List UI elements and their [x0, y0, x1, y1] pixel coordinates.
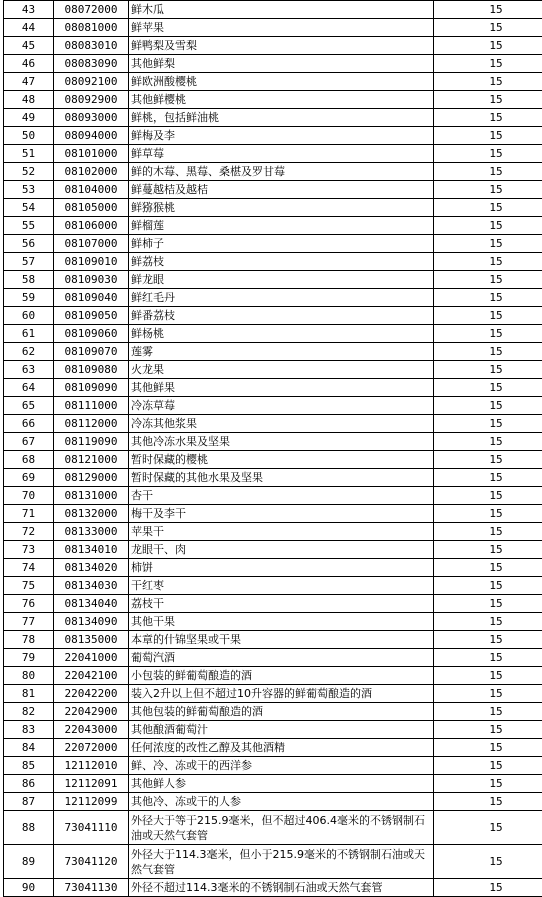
hs-code-cell: 08101000 — [54, 145, 129, 163]
tariff-rate-cell: 15 — [434, 37, 542, 55]
table-row — [4, 307, 542, 325]
table-row — [4, 505, 542, 523]
hs-code-cell: 08134010 — [54, 541, 129, 559]
table-row — [4, 289, 542, 307]
tariff-rate-cell: 15 — [434, 307, 542, 325]
product-name-cell: 装入2升以上但不超过10升容器的鲜葡萄酿造的酒 — [129, 685, 434, 703]
hs-code-cell: 08109030 — [54, 271, 129, 289]
tariff-rate-cell: 15 — [434, 181, 542, 199]
hs-code-cell: 08092900 — [54, 91, 129, 109]
tariff-rate-cell: 15 — [434, 811, 542, 845]
product-name-cell: 鲜、冷、冻或干的西洋参 — [129, 757, 434, 775]
table-row — [4, 793, 542, 811]
hs-code-cell: 73041130 — [54, 879, 129, 897]
hs-code-cell: 08134030 — [54, 577, 129, 595]
product-name-cell: 莲雾 — [129, 343, 434, 361]
tariff-rate-cell: 15 — [434, 685, 542, 703]
hs-code-cell: 08135000 — [54, 631, 129, 649]
row-index-cell: 86 — [4, 775, 54, 793]
table-row — [4, 613, 542, 631]
product-name-cell: 暂时保藏的樱桃 — [129, 451, 434, 469]
product-name-cell: 龙眼干、肉 — [129, 541, 434, 559]
row-index-cell: 43 — [4, 1, 54, 19]
tariff-rate-cell: 15 — [434, 19, 542, 37]
table-row — [4, 685, 542, 703]
tariff-rate-cell: 15 — [434, 289, 542, 307]
product-name-cell: 鲜番荔枝 — [129, 307, 434, 325]
table-row — [4, 127, 542, 145]
row-index-cell: 83 — [4, 721, 54, 739]
row-index-cell: 44 — [4, 19, 54, 37]
row-index-cell: 56 — [4, 235, 54, 253]
tariff-rate-cell: 15 — [434, 343, 542, 361]
tariff-rate-cell: 15 — [434, 433, 542, 451]
tariff-rate-cell: 15 — [434, 559, 542, 577]
hs-code-cell: 22042100 — [54, 667, 129, 685]
row-index-cell: 70 — [4, 487, 54, 505]
tariff-rate-cell: 15 — [434, 845, 542, 879]
table-row — [4, 379, 542, 397]
product-name-cell: 鲜欧洲酸樱桃 — [129, 73, 434, 91]
row-index-cell: 80 — [4, 667, 54, 685]
row-index-cell: 57 — [4, 253, 54, 271]
table-row — [4, 1, 542, 19]
tariff-rate-cell: 15 — [434, 235, 542, 253]
row-index-cell: 54 — [4, 199, 54, 217]
tariff-rate-cell: 15 — [434, 721, 542, 739]
table-row — [4, 523, 542, 541]
row-index-cell: 85 — [4, 757, 54, 775]
table-row — [4, 649, 542, 667]
tariff-rate-cell: 15 — [434, 109, 542, 127]
product-name-cell: 其他冷、冻或干的人参 — [129, 793, 434, 811]
row-index-cell: 47 — [4, 73, 54, 91]
table-row — [4, 325, 542, 343]
row-index-cell: 55 — [4, 217, 54, 235]
table-row — [4, 451, 542, 469]
row-index-cell: 75 — [4, 577, 54, 595]
row-index-cell: 59 — [4, 289, 54, 307]
tariff-rate-cell: 15 — [434, 595, 542, 613]
table-row — [4, 397, 542, 415]
product-name-cell: 火龙果 — [129, 361, 434, 379]
hs-code-cell: 08133000 — [54, 523, 129, 541]
hs-code-cell: 08121000 — [54, 451, 129, 469]
product-name-cell: 外径大于114.3毫米，但小于215.9毫米的不锈钢制石油或天然气套管 — [129, 845, 434, 879]
tariff-rate-cell: 15 — [434, 163, 542, 181]
row-index-cell: 71 — [4, 505, 54, 523]
hs-code-cell: 08102000 — [54, 163, 129, 181]
row-index-cell: 87 — [4, 793, 54, 811]
row-index-cell: 90 — [4, 879, 54, 897]
product-name-cell: 其他冷冻水果及坚果 — [129, 433, 434, 451]
hs-code-cell: 08092100 — [54, 73, 129, 91]
table-row — [4, 541, 542, 559]
tariff-rate-cell: 15 — [434, 793, 542, 811]
table-row — [4, 361, 542, 379]
product-name-cell: 鲜梅及李 — [129, 127, 434, 145]
product-name-cell: 其他包装的鲜葡萄酿造的酒 — [129, 703, 434, 721]
tariff-rate-cell: 15 — [434, 541, 542, 559]
row-index-cell: 76 — [4, 595, 54, 613]
hs-code-cell: 08083010 — [54, 37, 129, 55]
product-name-cell: 鲜荔枝 — [129, 253, 434, 271]
hs-code-cell: 08112000 — [54, 415, 129, 433]
table-row — [4, 757, 542, 775]
hs-code-cell: 22042200 — [54, 685, 129, 703]
product-name-cell: 其他鲜樱桃 — [129, 91, 434, 109]
table-row — [4, 91, 542, 109]
table-row — [4, 55, 542, 73]
hs-code-cell: 08109050 — [54, 307, 129, 325]
table-row — [4, 235, 542, 253]
row-index-cell: 89 — [4, 845, 54, 879]
row-index-cell: 67 — [4, 433, 54, 451]
tariff-rate-cell: 15 — [434, 703, 542, 721]
hs-code-cell: 12112010 — [54, 757, 129, 775]
tariff-rate-cell: 15 — [434, 505, 542, 523]
table-row — [4, 163, 542, 181]
row-index-cell: 84 — [4, 739, 54, 757]
hs-code-cell: 08134040 — [54, 595, 129, 613]
product-name-cell: 鲜柿子 — [129, 235, 434, 253]
hs-code-cell: 08072000 — [54, 1, 129, 19]
product-name-cell: 葡萄汽酒 — [129, 649, 434, 667]
hs-code-cell: 22041000 — [54, 649, 129, 667]
hs-code-cell: 22043000 — [54, 721, 129, 739]
row-index-cell: 51 — [4, 145, 54, 163]
tariff-rate-cell: 15 — [434, 271, 542, 289]
hs-code-cell: 08131000 — [54, 487, 129, 505]
hs-code-cell: 08105000 — [54, 199, 129, 217]
table-row — [4, 145, 542, 163]
tariff-rate-cell: 15 — [434, 361, 542, 379]
hs-code-cell: 08109060 — [54, 325, 129, 343]
table-row — [4, 19, 542, 37]
row-index-cell: 50 — [4, 127, 54, 145]
table-row — [4, 37, 542, 55]
product-name-cell: 鲜苹果 — [129, 19, 434, 37]
row-index-cell: 66 — [4, 415, 54, 433]
product-name-cell: 冷冻草莓 — [129, 397, 434, 415]
table-row — [4, 271, 542, 289]
hs-code-cell: 12112091 — [54, 775, 129, 793]
product-name-cell: 鲜榴莲 — [129, 217, 434, 235]
tariff-rate-cell: 15 — [434, 523, 542, 541]
product-name-cell: 冷冻其他浆果 — [129, 415, 434, 433]
table-row — [4, 703, 542, 721]
tariff-rate-cell: 15 — [434, 379, 542, 397]
hs-code-cell: 08081000 — [54, 19, 129, 37]
tariff-rate-cell: 15 — [434, 253, 542, 271]
product-name-cell: 其他鲜人参 — [129, 775, 434, 793]
table-row — [4, 343, 542, 361]
hs-code-cell: 08106000 — [54, 217, 129, 235]
product-name-cell: 鲜桃，包括鲜油桃 — [129, 109, 434, 127]
tariff-rate-cell: 15 — [434, 217, 542, 235]
product-name-cell: 鲜的木莓、黑莓、桑椹及罗甘莓 — [129, 163, 434, 181]
hs-code-cell: 08111000 — [54, 397, 129, 415]
product-name-cell: 小包装的鲜葡萄酿造的酒 — [129, 667, 434, 685]
row-index-cell: 46 — [4, 55, 54, 73]
table-row — [4, 577, 542, 595]
product-name-cell: 本章的什锦坚果或干果 — [129, 631, 434, 649]
tariff-rate-cell: 15 — [434, 145, 542, 163]
table-row — [4, 879, 542, 897]
product-name-cell: 其他酿酒葡萄汁 — [129, 721, 434, 739]
product-name-cell: 外径不超过114.3毫米的不锈钢制石油或天然气套管 — [129, 879, 434, 897]
row-index-cell: 48 — [4, 91, 54, 109]
tariff-rate-cell: 15 — [434, 127, 542, 145]
product-name-cell: 梅干及李干 — [129, 505, 434, 523]
table-row — [4, 845, 542, 879]
row-index-cell: 81 — [4, 685, 54, 703]
row-index-cell: 58 — [4, 271, 54, 289]
tariff-rate-cell: 15 — [434, 757, 542, 775]
hs-code-cell: 08134090 — [54, 613, 129, 631]
hs-code-cell: 08129000 — [54, 469, 129, 487]
row-index-cell: 72 — [4, 523, 54, 541]
hs-code-cell: 08134020 — [54, 559, 129, 577]
table-row — [4, 631, 542, 649]
tariff-rate-cell: 15 — [434, 451, 542, 469]
table-row — [4, 811, 542, 845]
hs-code-cell: 08119090 — [54, 433, 129, 451]
product-name-cell: 鲜红毛丹 — [129, 289, 434, 307]
hs-code-cell: 08109070 — [54, 343, 129, 361]
product-name-cell: 苹果干 — [129, 523, 434, 541]
row-index-cell: 82 — [4, 703, 54, 721]
row-index-cell: 88 — [4, 811, 54, 845]
tariff-rate-cell: 15 — [434, 739, 542, 757]
tariff-rate-cell: 15 — [434, 487, 542, 505]
row-index-cell: 60 — [4, 307, 54, 325]
row-index-cell: 65 — [4, 397, 54, 415]
product-name-cell: 鲜草莓 — [129, 145, 434, 163]
row-index-cell: 52 — [4, 163, 54, 181]
row-index-cell: 73 — [4, 541, 54, 559]
tariff-rate-cell: 15 — [434, 613, 542, 631]
table-row — [4, 487, 542, 505]
hs-code-cell: 22042900 — [54, 703, 129, 721]
hs-code-cell: 22072000 — [54, 739, 129, 757]
table-row — [4, 253, 542, 271]
hs-code-cell: 08132000 — [54, 505, 129, 523]
hs-code-cell: 08093000 — [54, 109, 129, 127]
hs-code-cell: 73041120 — [54, 845, 129, 879]
row-index-cell: 77 — [4, 613, 54, 631]
product-name-cell: 其他干果 — [129, 613, 434, 631]
row-index-cell: 69 — [4, 469, 54, 487]
table-row — [4, 721, 542, 739]
tariff-table-body — [4, 1, 542, 897]
row-index-cell: 74 — [4, 559, 54, 577]
product-name-cell: 荔枝干 — [129, 595, 434, 613]
hs-code-cell: 08094000 — [54, 127, 129, 145]
table-row — [4, 73, 542, 91]
row-index-cell: 53 — [4, 181, 54, 199]
tariff-rate-cell: 15 — [434, 469, 542, 487]
hs-code-cell: 73041110 — [54, 811, 129, 845]
table-row — [4, 469, 542, 487]
row-index-cell: 79 — [4, 649, 54, 667]
product-name-cell: 鲜龙眼 — [129, 271, 434, 289]
tariff-rate-cell: 15 — [434, 1, 542, 19]
table-row — [4, 109, 542, 127]
tariff-rate-cell: 15 — [434, 667, 542, 685]
row-index-cell: 68 — [4, 451, 54, 469]
table-row — [4, 433, 542, 451]
product-name-cell: 鲜木瓜 — [129, 1, 434, 19]
table-row — [4, 595, 542, 613]
table-row — [4, 559, 542, 577]
row-index-cell: 49 — [4, 109, 54, 127]
table-row — [4, 181, 542, 199]
product-name-cell: 柿饼 — [129, 559, 434, 577]
table-row — [4, 775, 542, 793]
tariff-rate-cell: 15 — [434, 879, 542, 897]
row-index-cell: 45 — [4, 37, 54, 55]
hs-code-cell: 08109080 — [54, 361, 129, 379]
row-index-cell: 64 — [4, 379, 54, 397]
row-index-cell: 63 — [4, 361, 54, 379]
product-name-cell: 任何浓度的改性乙醇及其他酒精 — [129, 739, 434, 757]
product-name-cell: 干红枣 — [129, 577, 434, 595]
table-row — [4, 667, 542, 685]
tariff-rate-cell: 15 — [434, 199, 542, 217]
tariff-rate-cell: 15 — [434, 649, 542, 667]
row-index-cell: 78 — [4, 631, 54, 649]
row-index-cell: 62 — [4, 343, 54, 361]
hs-code-cell: 12112099 — [54, 793, 129, 811]
table-row — [4, 415, 542, 433]
tariff-rate-cell: 15 — [434, 325, 542, 343]
tariff-rate-cell: 15 — [434, 55, 542, 73]
table-row — [4, 739, 542, 757]
hs-code-cell: 08109040 — [54, 289, 129, 307]
product-name-cell: 鲜猕猴桃 — [129, 199, 434, 217]
tariff-rate-cell: 15 — [434, 91, 542, 109]
product-name-cell: 鲜杨桃 — [129, 325, 434, 343]
hs-code-cell: 08083090 — [54, 55, 129, 73]
product-name-cell: 鲜蔓越桔及越桔 — [129, 181, 434, 199]
product-name-cell: 其他鲜梨 — [129, 55, 434, 73]
tariff-rate-cell: 15 — [434, 397, 542, 415]
table-row — [4, 199, 542, 217]
table-row — [4, 217, 542, 235]
tariff-rate-cell: 15 — [434, 73, 542, 91]
tariff-rate-cell: 15 — [434, 415, 542, 433]
tariff-rate-cell: 15 — [434, 775, 542, 793]
tariff-rate-cell: 15 — [434, 631, 542, 649]
hs-code-cell: 08109010 — [54, 253, 129, 271]
tariff-table — [3, 0, 542, 897]
tariff-rate-cell: 15 — [434, 577, 542, 595]
product-name-cell: 暂时保藏的其他水果及坚果 — [129, 469, 434, 487]
product-name-cell: 其他鲜果 — [129, 379, 434, 397]
hs-code-cell: 08104000 — [54, 181, 129, 199]
product-name-cell: 鲜鸭梨及雪梨 — [129, 37, 434, 55]
product-name-cell: 杏干 — [129, 487, 434, 505]
product-name-cell: 外径大于等于215.9毫米，但不超过406.4毫米的不锈钢制石油或天然气套管 — [129, 811, 434, 845]
hs-code-cell: 08109090 — [54, 379, 129, 397]
row-index-cell: 61 — [4, 325, 54, 343]
hs-code-cell: 08107000 — [54, 235, 129, 253]
